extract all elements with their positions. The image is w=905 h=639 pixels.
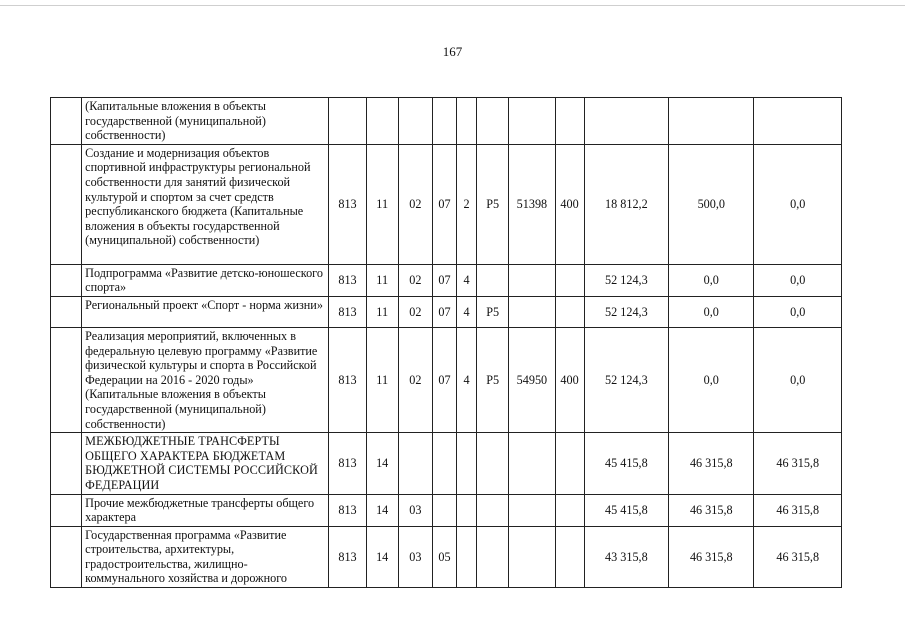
expense-type-code (555, 296, 584, 327)
subsection-code: 02 (398, 327, 432, 432)
program-code: 05 (432, 526, 456, 587)
amount-year-1: 45 415,8 (584, 433, 668, 494)
program-code (432, 98, 456, 145)
table-row (51, 296, 842, 327)
amount-year-1: 52 124,3 (584, 296, 668, 327)
row-number-cell (51, 98, 82, 145)
table-row (51, 144, 842, 264)
amount-year-3: 46 315,8 (754, 433, 842, 494)
ministry-code: 813 (329, 526, 366, 587)
amount-year-2: 0,0 (669, 327, 754, 432)
row-number-cell (51, 296, 82, 327)
subprogram-code: 4 (457, 264, 477, 296)
amount-year-2: 46 315,8 (669, 494, 754, 526)
subprogram-code: 2 (457, 144, 477, 264)
direction-code (509, 98, 555, 145)
expense-type-code (555, 494, 584, 526)
program-code (432, 494, 456, 526)
page-top-rule (0, 5, 905, 6)
amount-year-2: 500,0 (669, 144, 754, 264)
subprogram-code: 4 (457, 296, 477, 327)
ministry-code: 813 (329, 144, 366, 264)
direction-code (509, 433, 555, 494)
section-code: 11 (366, 264, 398, 296)
subsection-code: 03 (398, 526, 432, 587)
item-name: Прочие межбюджетные трансферты общего характера (82, 494, 329, 526)
subsection-code: 02 (398, 264, 432, 296)
ministry-code: 813 (329, 264, 366, 296)
section-code (366, 98, 398, 145)
table-row (51, 526, 842, 587)
amount-year-1 (584, 98, 668, 145)
ministry-code: 813 (329, 327, 366, 432)
table-row (51, 494, 842, 526)
amount-year-1: 43 315,8 (584, 526, 668, 587)
row-number-cell (51, 494, 82, 526)
item-name: МЕЖБЮДЖЕТНЫЕ ТРАНСФЕРТЫ ОБЩЕГО ХАРАКТЕРА БЮДЖЕТАМ БЮДЖЕТНОЙ СИСТЕМЫ РОССИЙСКОЙ ФЕДЕРАЦИИ (82, 433, 329, 494)
expense-type-code (555, 433, 584, 494)
section-code: 14 (366, 433, 398, 494)
direction-code (509, 494, 555, 526)
amount-year-1: 18 812,2 (584, 144, 668, 264)
subprogram-code (457, 98, 477, 145)
section-code: 11 (366, 296, 398, 327)
program-code: 07 (432, 264, 456, 296)
section-code: 14 (366, 494, 398, 526)
subprogram-code: 4 (457, 327, 477, 432)
project-code: Р5 (477, 296, 509, 327)
amount-year-2: 0,0 (669, 264, 754, 296)
expense-type-code (555, 98, 584, 145)
ministry-code: 813 (329, 296, 366, 327)
table-row (51, 327, 842, 432)
table-row (51, 264, 842, 296)
expense-type-code (555, 264, 584, 296)
expense-type-code: 400 (555, 327, 584, 432)
section-code: 14 (366, 526, 398, 587)
amount-year-3: 0,0 (754, 327, 842, 432)
project-code (477, 433, 509, 494)
amount-year-2: 46 315,8 (669, 433, 754, 494)
amount-year-3: 46 315,8 (754, 526, 842, 587)
project-code: Р5 (477, 327, 509, 432)
direction-code: 54950 (509, 327, 555, 432)
direction-code (509, 296, 555, 327)
amount-year-2: 46 315,8 (669, 526, 754, 587)
program-code: 07 (432, 144, 456, 264)
amount-year-3: 0,0 (754, 144, 842, 264)
row-number-cell (51, 433, 82, 494)
budget-table (50, 97, 842, 588)
row-number-cell (51, 327, 82, 432)
amount-year-1: 52 124,3 (584, 327, 668, 432)
item-name: Создание и модернизация объектов спортивной инфраструктуры региональной собственности для занятий физической культурой и спортом за счет средств республиканского бюджета (Капитальные вложения в объекты государственной (муниципальной) собственности) (82, 144, 329, 264)
page-number: 167 (442, 44, 463, 59)
section-code: 11 (366, 327, 398, 432)
subprogram-code (457, 526, 477, 587)
project-code (477, 526, 509, 587)
row-number-cell (51, 144, 82, 264)
expense-type-code (555, 526, 584, 587)
table-row (51, 433, 842, 494)
subsection-code (398, 98, 432, 145)
row-number-cell (51, 264, 82, 296)
subprogram-code (457, 433, 477, 494)
amount-year-3: 0,0 (754, 264, 842, 296)
subsection-code: 02 (398, 296, 432, 327)
ministry-code: 813 (329, 433, 366, 494)
item-name: Региональный проект «Спорт - норма жизни» (82, 296, 329, 327)
ministry-code (329, 98, 366, 145)
direction-code (509, 264, 555, 296)
amount-year-1: 45 415,8 (584, 494, 668, 526)
subsection-code: 03 (398, 494, 432, 526)
direction-code (509, 526, 555, 587)
program-code (432, 433, 456, 494)
item-name: Подпрограмма «Развитие детско-юношеского спорта» (82, 264, 329, 296)
subsection-code (398, 433, 432, 494)
program-code: 07 (432, 296, 456, 327)
project-code (477, 494, 509, 526)
expense-type-code: 400 (555, 144, 584, 264)
row-number-cell (51, 526, 82, 587)
item-name: Реализация мероприятий, включенных в федеральную целевую программу «Развитие физической культуры и спорта в Российской Федерации на 2016 - 2020 годы» (Капитальные вложения в объекты государственной (муниципальной) собственности) (82, 327, 329, 432)
project-code (477, 264, 509, 296)
amount-year-3: 0,0 (754, 296, 842, 327)
amount-year-2: 0,0 (669, 296, 754, 327)
amount-year-2 (669, 98, 754, 145)
amount-year-1: 52 124,3 (584, 264, 668, 296)
program-code: 07 (432, 327, 456, 432)
project-code (477, 98, 509, 145)
subprogram-code (457, 494, 477, 526)
amount-year-3: 46 315,8 (754, 494, 842, 526)
project-code: Р5 (477, 144, 509, 264)
direction-code: 51398 (509, 144, 555, 264)
table-row (51, 98, 842, 145)
subsection-code: 02 (398, 144, 432, 264)
item-name: Государственная программа «Развитие строительства, архитектуры, градостроительства, жилищно-коммунального хозяйства и дорожного (82, 526, 329, 587)
ministry-code: 813 (329, 494, 366, 526)
amount-year-3 (754, 98, 842, 145)
item-name: (Капитальные вложения в объекты государственной (муниципальной) собственности) (82, 98, 329, 145)
section-code: 11 (366, 144, 398, 264)
